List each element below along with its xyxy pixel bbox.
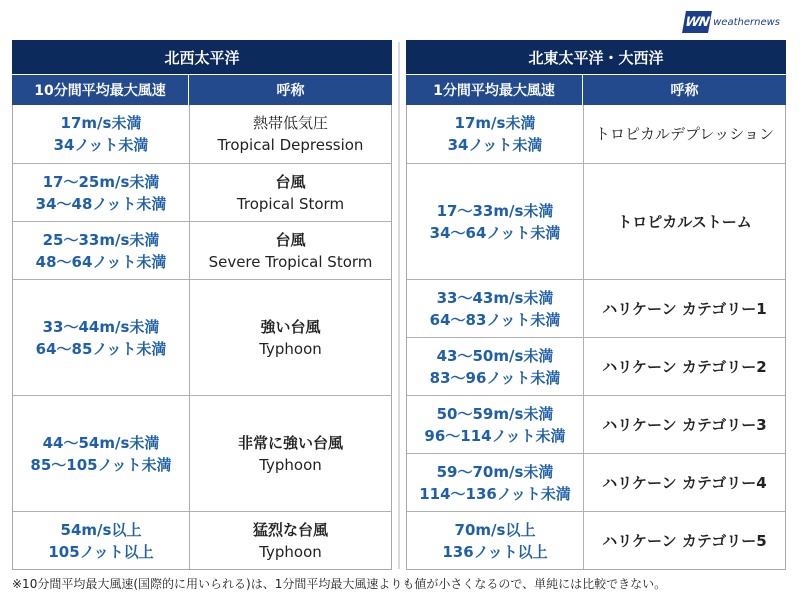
speed-ms: 17m/s未満 xyxy=(60,114,142,132)
table-body xyxy=(406,105,786,570)
table-row xyxy=(407,453,785,511)
name-jp: 熱帯低気圧 xyxy=(252,114,328,132)
wind-speed-cell xyxy=(407,105,584,163)
table-body xyxy=(12,105,392,570)
table-row xyxy=(13,511,391,569)
wind-speed-cell xyxy=(13,164,190,221)
table-row xyxy=(407,337,785,395)
name-en: Typhoon xyxy=(259,542,322,561)
northeast-pacific-atlantic-table xyxy=(406,40,786,570)
name-cell xyxy=(190,396,391,511)
wind-speed-cell xyxy=(407,280,584,337)
name-en: Severe Tropical Storm xyxy=(208,252,373,271)
name-cell xyxy=(190,105,391,163)
speed-ms: 17〜25m/s未満 xyxy=(42,172,160,191)
table-row xyxy=(13,221,391,279)
northwest-pacific-table xyxy=(12,40,392,570)
name-cell xyxy=(190,280,391,395)
name-cell xyxy=(190,512,391,569)
speed-ms: 33〜44m/s未満 xyxy=(42,317,160,336)
name-en: Tropical Depression xyxy=(217,136,364,154)
name-cell xyxy=(584,454,785,511)
speed-knots: 105ノット以上 xyxy=(48,542,154,561)
speed-ms: 17〜33m/s未満 xyxy=(436,201,554,220)
wind-speed-cell xyxy=(13,396,190,511)
wind-speed-cell xyxy=(13,222,190,279)
speed-ms: 25〜33m/s未満 xyxy=(42,230,160,249)
name-jp: 猛烈な台風 xyxy=(252,520,328,539)
logo-text: weathernews xyxy=(713,16,780,28)
wind-speed-cell xyxy=(407,512,584,569)
name-jp: 強い台風 xyxy=(260,317,321,336)
wind-speed-header: 10分間平均最大風速 xyxy=(12,75,189,105)
table-row xyxy=(407,163,785,279)
speed-knots: 114〜136ノット未満 xyxy=(419,484,571,503)
name-jp: ハリケーン カテゴリー3 xyxy=(602,415,767,434)
speed-ms: 70m/s以上 xyxy=(454,520,536,539)
name-jp: 非常に強い台風 xyxy=(237,433,343,452)
speed-ms: 17m/s未満 xyxy=(454,114,536,132)
speed-ms: 59〜70m/s未満 xyxy=(436,462,554,481)
name-jp: ハリケーン カテゴリー2 xyxy=(602,357,767,376)
speed-knots: 85〜105ノット未満 xyxy=(30,455,172,474)
wind-speed-cell xyxy=(407,338,584,395)
speed-ms: 44〜54m/s未満 xyxy=(42,433,160,452)
wind-speed-cell xyxy=(13,105,190,163)
column-divider xyxy=(398,42,400,569)
name-header: 呼称 xyxy=(670,83,699,99)
column-header-row xyxy=(406,74,786,105)
weathernews-logo xyxy=(684,9,780,35)
speed-ms: 54m/s以上 xyxy=(60,520,142,539)
footnote: ※10分間平均最大風速(国際的に用いられる)は、1分間平均最大風速よりも値が小さくなるので、単純には比較できない。 xyxy=(12,577,667,591)
wind-speed-cell xyxy=(13,512,190,569)
name-jp: ハリケーン カテゴリー4 xyxy=(602,473,767,492)
name-cell xyxy=(584,338,785,395)
wind-speed-header: 1分間平均最大風速 xyxy=(406,75,583,105)
name-jp: ハリケーン カテゴリー1 xyxy=(602,299,767,318)
name-cell xyxy=(584,105,785,163)
name-jp: トロピカルデプレッション xyxy=(595,125,774,143)
name-jp: 台風 xyxy=(275,230,306,249)
name-cell xyxy=(584,396,785,453)
speed-knots: 96〜114ノット未満 xyxy=(424,426,566,445)
speed-knots: 83〜96ノット未満 xyxy=(429,368,561,387)
table-row xyxy=(13,105,391,163)
speed-knots: 34ノット未満 xyxy=(447,136,543,154)
name-en: Tropical Storm xyxy=(236,194,345,213)
speed-knots: 64〜85ノット未満 xyxy=(35,339,167,358)
wind-speed-cell xyxy=(13,280,190,395)
name-en: Typhoon xyxy=(259,455,322,474)
table-row xyxy=(407,105,785,163)
speed-ms: 50〜59m/s未満 xyxy=(436,404,554,423)
name-jp: トロピカルストーム xyxy=(617,212,752,231)
name-jp: ハリケーン カテゴリー5 xyxy=(602,531,767,550)
speed-knots: 34〜48ノット未満 xyxy=(35,194,167,213)
name-cell xyxy=(190,222,391,279)
wind-speed-cell xyxy=(407,454,584,511)
name-jp: 台風 xyxy=(275,172,306,191)
table-row xyxy=(407,511,785,569)
speed-knots: 64〜83ノット未満 xyxy=(429,310,561,329)
speed-ms: 43〜50m/s未満 xyxy=(436,346,554,365)
speed-ms: 33〜43m/s未満 xyxy=(436,288,554,307)
table-row xyxy=(13,163,391,221)
table-row xyxy=(13,395,391,511)
name-header: 呼称 xyxy=(276,83,305,99)
table-row xyxy=(407,279,785,337)
wn-logo-mark: WN xyxy=(682,11,712,33)
column-header-row xyxy=(12,74,392,105)
speed-knots: 48〜64ノット未満 xyxy=(35,252,167,271)
speed-knots: 136ノット以上 xyxy=(442,542,548,561)
region-header: 北西太平洋 xyxy=(12,40,392,74)
name-cell xyxy=(584,280,785,337)
name-en: Typhoon xyxy=(259,339,322,358)
wind-speed-cell xyxy=(407,396,584,453)
name-cell xyxy=(190,164,391,221)
wind-speed-cell xyxy=(407,164,584,279)
speed-knots: 34ノット未満 xyxy=(53,136,149,154)
region-header: 北東太平洋・大西洋 xyxy=(406,40,786,74)
speed-knots: 34〜64ノット未満 xyxy=(429,223,561,242)
name-cell xyxy=(584,512,785,569)
name-cell xyxy=(584,164,785,279)
table-row xyxy=(407,395,785,453)
table-row xyxy=(13,279,391,395)
